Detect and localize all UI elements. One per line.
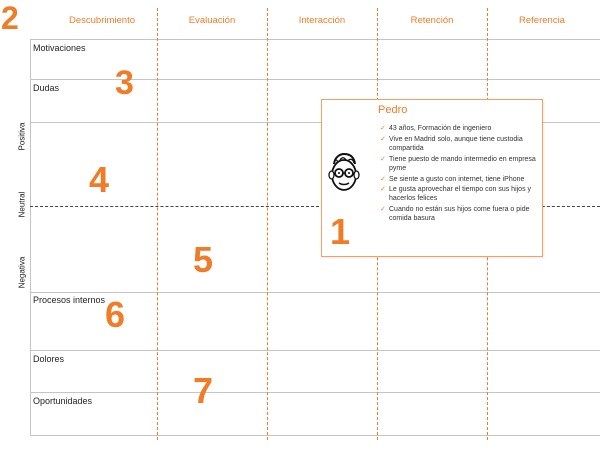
persona-trait: ✓ Tiene puesto de mando intermedio en empresa pyme [380,155,536,172]
phase-divider-2 [267,8,268,440]
grid-top-line [30,39,600,40]
step-number-2: 2 [1,0,19,36]
phase-divider-1 [157,8,158,440]
phase-referencia: Referencia [519,15,565,26]
check-icon: ✓ [380,135,386,143]
step-number-5: 5 [193,239,214,280]
persona-trait: ✓ Le gusta aprovechar el tiempo con sus hijos y hacerlos felices [380,186,532,203]
step-number-1: 1 [330,211,351,252]
grid-line-oportunidades [30,392,600,393]
phase-interaccion: Interacción [298,15,346,26]
row-label-dudas: Dudas [33,83,60,93]
persona-trait: ✓ Se siente a gusto con internet, tiene iPhone [380,175,525,183]
persona-trait: ✓ 43 años, Formación de ingeniero [380,125,492,132]
persona-trait: ✓ Cuando no están sus hijos come fuera o pide comida basura [380,206,530,223]
row-label-procesos: Procesos internos [33,295,106,305]
emotion-label-negativa: Negativa [17,256,27,289]
grid-left-border [30,39,31,435]
check-icon: ✓ [380,155,386,163]
row-label-oportunidades: Oportunidades [33,396,93,406]
phase-retencion: Retención [410,15,454,26]
face-with-glasses-icon [325,152,363,198]
check-icon: ✓ [380,206,386,214]
step-number-3: 3 [115,64,134,102]
row-label-dolores: Dolores [33,354,65,364]
emotion-label-neutral: Neutral [17,191,27,218]
check-icon: ✓ [380,125,386,132]
persona-name: Pedro [378,104,408,116]
grid-line-dolores [30,350,600,351]
phase-descubrimiento: Descubrimiento [69,15,135,26]
persona-card [321,99,543,257]
step-number-6: 6 [105,294,126,335]
check-icon: ✓ [380,186,386,194]
row-label-motivaciones: Motivaciones [33,43,86,53]
step-number-7: 7 [193,370,214,411]
grid-line-procesos [30,292,600,293]
grid-bottom-line [30,435,600,436]
emotion-label-positiva: Positiva [17,122,27,151]
check-icon: ✓ [380,175,386,183]
persona-trait: ✓ Vive en Madrid solo, aunque tiene custodia compartida [380,135,523,152]
phase-evaluacion: Evaluación [188,15,236,26]
persona-traits-list [380,124,540,225]
step-number-4: 4 [89,159,110,200]
